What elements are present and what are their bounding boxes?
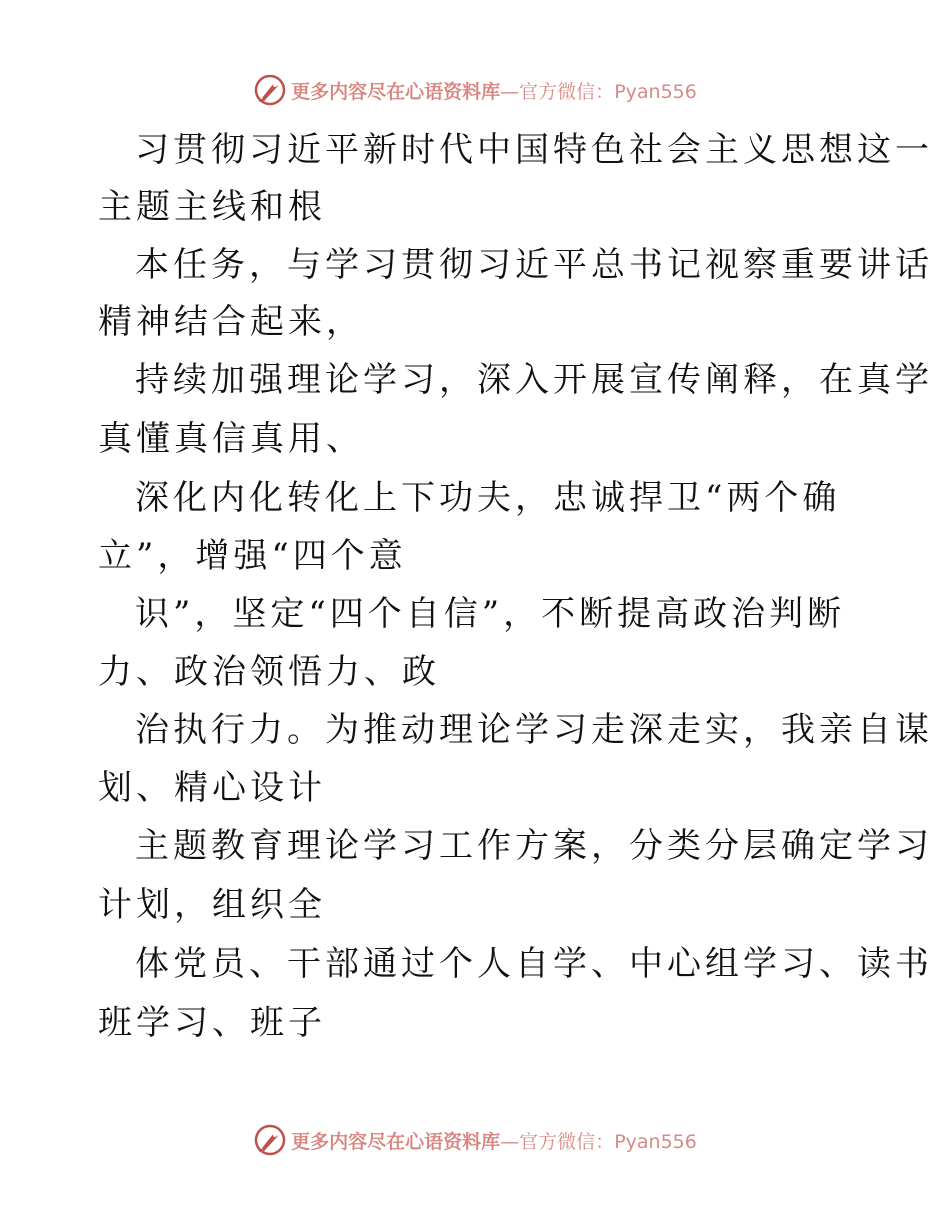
- body-line: 立”，增强“四个意: [98, 536, 407, 576]
- footer-banner-text: [291, 1127, 697, 1154]
- body-line: 治执行力。为推动理论学习走深走实，我亲自谋: [135, 710, 933, 750]
- body-line: 持续加强理论学习，深入开展宣传阐释，在真学: [135, 360, 933, 400]
- footer-watermark-banner: [0, 1120, 950, 1160]
- footer-wechat-id: Pyan556: [614, 1130, 697, 1153]
- header-site-text: 更多内容尽在心语资料库: [291, 80, 501, 103]
- body-line: 主题主线和根: [98, 187, 326, 227]
- header-wechat-id: Pyan556: [614, 80, 697, 103]
- body-line: 习贯彻习近平新时代中国特色社会主义思想这一: [135, 130, 933, 170]
- body-line: 本任务，与学习贯彻习近平总书记视察重要讲话: [135, 245, 933, 285]
- body-line: 真懂真信真用、: [98, 419, 364, 459]
- body-line: 班学习、班子: [98, 1003, 326, 1043]
- body-line: 计划，组织全: [98, 885, 326, 925]
- footer-dash: —: [500, 1130, 520, 1153]
- footer-wechat-label: 官方微信：: [519, 1130, 615, 1153]
- body-line: 精神结合起来，: [98, 302, 364, 342]
- body-line: 划、精心设计: [98, 768, 326, 808]
- body-line: 识”，坚定“四个自信”，不断提高政治判断: [135, 594, 846, 634]
- header-dash: —: [500, 80, 520, 103]
- footer-site-text: 更多内容尽在心语资料库: [291, 1130, 501, 1153]
- body-line: 体党员、干部通过个人自学、中心组学习、读书: [135, 944, 933, 984]
- pen-nib-logo-icon: [253, 1123, 287, 1157]
- body-line: 力、政治领悟力、政: [98, 652, 440, 692]
- body-line: 深化内化转化上下功夫，忠诚捍卫“两个确: [135, 478, 841, 518]
- header-wechat-label: 官方微信：: [519, 80, 615, 103]
- body-line: 主题教育理论学习工作方案，分类分层确定学习: [135, 826, 933, 866]
